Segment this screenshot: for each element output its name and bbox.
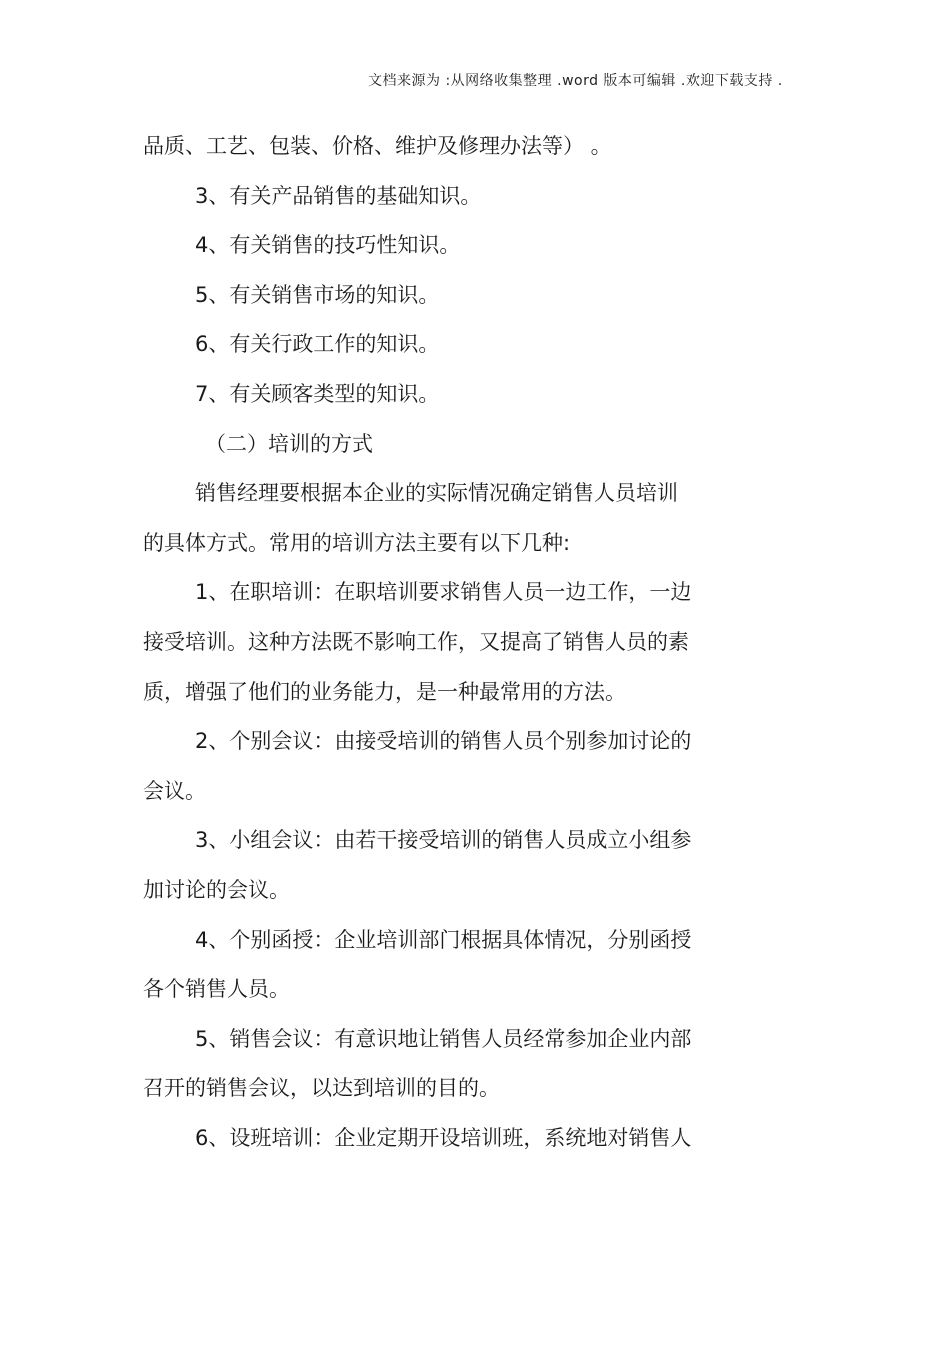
list-item: 1、在职培训：在职培训要求销售人员一边工作，一边 bbox=[195, 580, 692, 605]
paragraph-line: 的具体方式。常用的培训方法主要有以下几种: bbox=[143, 530, 571, 555]
list-item: 6、有关行政工作的知识。 bbox=[195, 332, 440, 357]
list-item: 4、有关销售的技巧性知识。 bbox=[195, 233, 461, 258]
list-item: 4、个别函授：企业培训部门根据具体情况，分别函授 bbox=[195, 927, 692, 952]
text-line: 品质、工艺、包装、价格、维护及修理办法等） 。 bbox=[143, 134, 612, 158]
list-item: 5、销售会议：有意识地让销售人员经常参加企业内部 bbox=[195, 1026, 692, 1051]
paragraph-line: 销售经理要根据本企业的实际情况确定销售人员培训 bbox=[195, 481, 678, 506]
list-item: 6、设班培训：企业定期开设培训班，系统地对销售人 bbox=[195, 1125, 692, 1150]
list-item: 5、有关销售市场的知识。 bbox=[195, 282, 440, 307]
list-item-continuation: 各个销售人员。 bbox=[143, 977, 290, 1002]
list-item: 7、有关顾客类型的知识。 bbox=[195, 381, 440, 406]
list-item-continuation: 接受培训。这种方法既不影响工作，又提高了销售人员的素 bbox=[143, 629, 689, 654]
list-item: 3、小组会议：由若干接受培训的销售人员成立小组参 bbox=[195, 828, 692, 853]
list-item-continuation: 加讨论的会议。 bbox=[143, 877, 290, 902]
list-item-continuation: 召开的销售会议，以达到培训的目的。 bbox=[143, 1076, 500, 1101]
list-item: 2、个别会议：由接受培训的销售人员个别参加讨论的 bbox=[195, 729, 692, 754]
list-item-continuation: 会议。 bbox=[143, 778, 206, 803]
section-heading: （二）培训的方式 bbox=[205, 431, 373, 456]
list-item-continuation: 质，增强了他们的业务能力，是一种最常用的方法。 bbox=[143, 679, 626, 704]
page-header: 文档来源为 :从网络收集整理 .word 版本可编辑 .欢迎下载支持 . bbox=[368, 73, 783, 89]
list-item: 3、有关产品销售的基础知识。 bbox=[195, 183, 482, 208]
document-body bbox=[143, 122, 743, 1163]
